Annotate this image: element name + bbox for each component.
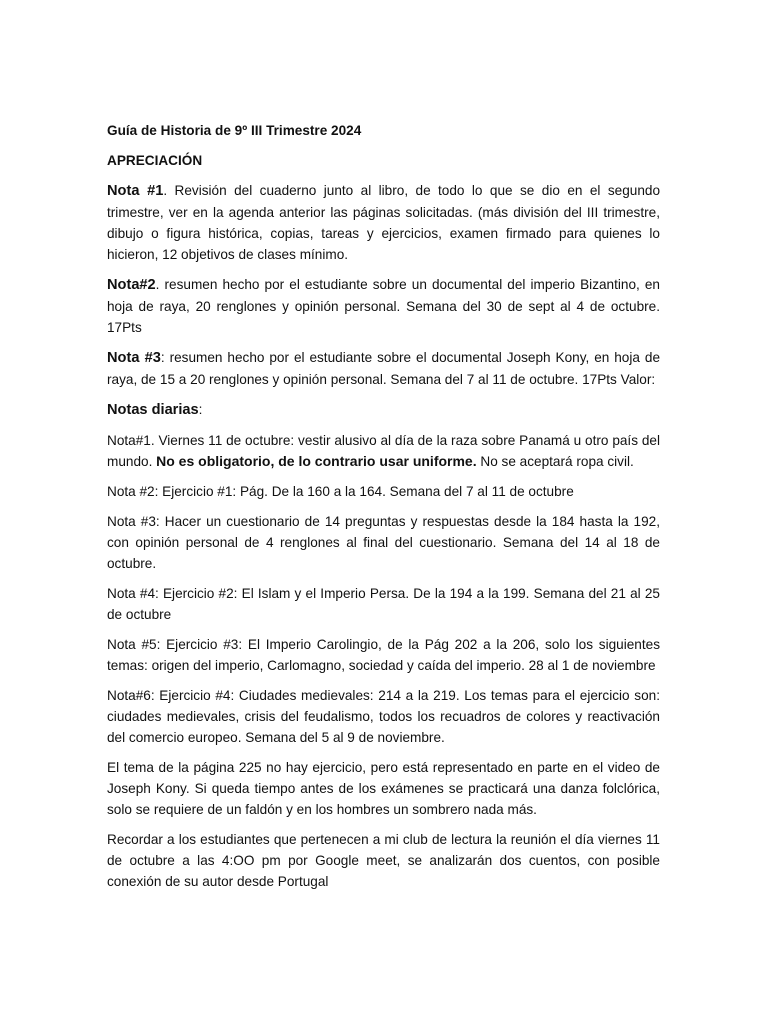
note-text: . Revisión del cuaderno junto al libro, de todo lo que se dio en el segundo trimestre, ver en la agenda anterior las páginas solicitadas. (más división del III trimestre, dibujo o figura histórica, copias, tareas y ejercicios, examen firmado para quienes lo hicieron, 12 objetivos de clases mínimo. bbox=[107, 183, 660, 262]
note-text: . resumen hecho por el estudiante sobre un documental del imperio Bizantino, en hoja de raya, 20 renglones y opinión personal. Semana del 30 de sept al 4 de octubre. 17Pts bbox=[107, 277, 660, 335]
closing-paragraph-topic-225: El tema de la página 225 no hay ejercicio, pero está representado en parte en el video de Joseph Kony. Si queda tiempo antes de los exámenes se practicará una danza folclórica, solo se requiere de un faldón y en los hombres un sombrero nada más. bbox=[107, 760, 660, 817]
note-label: Nota #1 bbox=[107, 183, 164, 199]
diarias-note-5: Nota #5: Ejercicio #3: El Imperio Carolingio, de la Pág 202 a la 206, solo los siguientes temas: origen del imperio, Carlomagno, sociedad y caída del imperio. 28 al 1 de noviembre bbox=[107, 637, 660, 673]
document-title: Guía de Historia de 9º III Trimestre 2024 bbox=[107, 123, 362, 138]
closing-paragraph-reading-club: Recordar a los estudiantes que pertenecen a mi club de lectura la reunión el día viernes 11 de octubre a las 4:OO pm por Google meet, se analizarán dos cuentos, con posible conexión de su autor desde Portugal bbox=[107, 832, 660, 889]
section-heading-apreciacion: APRECIACIÓN bbox=[107, 153, 203, 168]
section-heading-notas-diarias bbox=[107, 399, 660, 421]
diarias-note-2: Nota #2: Ejercicio #1: Pág. De la 160 a la 164. Semana del 7 al 11 de octubre bbox=[107, 484, 574, 499]
apreciacion-note-3 bbox=[107, 347, 660, 390]
notas-diarias-label: Notas diarias bbox=[107, 402, 199, 418]
diarias-note-6: Nota#6: Ejercicio #4: Ciudades medievales: 214 a la 219. Los temas para el ejercicio son: ciudades medievales, crisis del feudalismo, todos los recuadros de colores y reactivación del comercio europeo. Semana del 5 al 9 de noviembre. bbox=[107, 688, 660, 745]
note-label: Nota#2 bbox=[107, 277, 156, 293]
diarias-note-1 bbox=[107, 430, 660, 472]
notas-diarias-colon: : bbox=[198, 402, 203, 417]
document-body bbox=[107, 120, 660, 901]
note-text-bold: No es obligatorio, de lo contrario usar uniforme. bbox=[156, 453, 477, 469]
note-text-before: Nota#1. Viernes 11 de octubre: vestir alusivo al día de la raza sobre Panamá u otro país del mundo. bbox=[107, 433, 660, 469]
diarias-note-4: Nota #4: Ejercicio #2: El Islam y el Imperio Persa. De la 194 a la 199. Semana del 21 al 25 de octubre bbox=[107, 586, 660, 622]
diarias-note-3: Nota #3: Hacer un cuestionario de 14 preguntas y respuestas desde la 184 hasta la 192, con opinión personal de 4 renglones al final del cuestionario. Semana del 14 al 18 de octubre. bbox=[107, 514, 660, 571]
note-text-after: No se aceptará ropa civil. bbox=[476, 454, 634, 469]
note-text: : resumen hecho por el estudiante sobre el documental Joseph Kony, en hoja de raya, de 15 a 20 renglones y opinión personal. Semana del 7 al 11 de octubre. 17Pts Valor: bbox=[107, 350, 660, 387]
apreciacion-note-1 bbox=[107, 180, 660, 265]
apreciacion-note-2 bbox=[107, 274, 660, 338]
note-label: Nota #3 bbox=[107, 350, 161, 366]
